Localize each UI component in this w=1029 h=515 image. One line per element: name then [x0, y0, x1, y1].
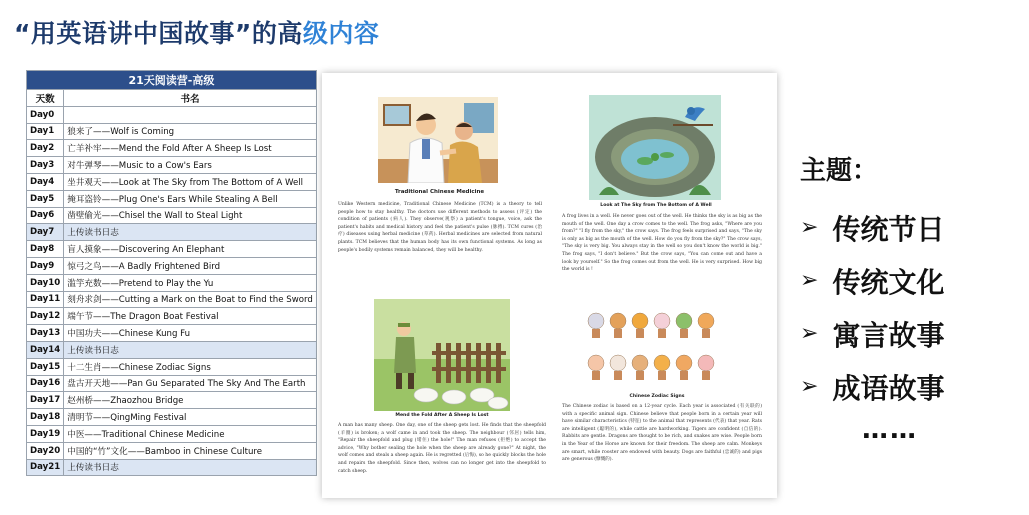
table-row [27, 308, 317, 325]
book-cell: 惊弓之鸟——A Badly Frightened Bird [64, 257, 317, 274]
table-caption: 21天阅读营-高级 [27, 71, 317, 90]
frog-paragraph: A frog lives in a well. He never goes out of the well. He thinks the sky is as big as the mouth of the well. One day a crow comes to the well. The frog asks, "Where are you from?" "I fly from the sky," the crow says. The frog feels surprised and says, "The sky is only as big as the mouth of the well. How do you fly from the sky?" The crow says, "The sky is very big. You always stay in the well so you don't know the world is big." The frog says, "I don't believe." But the crow says, "You can come out and have a look by yourself." So the frog comes out from the well. He is very surprised. How big the world is ! [562, 214, 762, 273]
book-cell: 十二生肖——Chinese Zodiac Signs [64, 358, 317, 375]
book-cell: 清明节——QingMing Festival [64, 409, 317, 426]
table-row [27, 106, 317, 123]
title-main: “用英语讲中国故事”的高 [14, 19, 303, 48]
table-row [27, 224, 317, 241]
reading-schedule-table [26, 70, 317, 476]
table-row [27, 123, 317, 140]
table-row [27, 341, 317, 358]
table-row [27, 274, 317, 291]
table-row [27, 425, 317, 442]
topic-label: 传统文化 [832, 265, 945, 299]
table-row [27, 409, 317, 426]
tcm-illustration [378, 97, 498, 183]
book-cell: 滥竽充数——Pretend to Play the Yu [64, 274, 317, 291]
table-row [27, 140, 317, 157]
day-cell: Day5 [27, 190, 64, 207]
day-cell: Day0 [27, 106, 64, 123]
day-cell: Day19 [27, 425, 64, 442]
day-cell: Day12 [27, 308, 64, 325]
book-cell: 凿壁偷光——Chisel the Wall to Steal Light [64, 207, 317, 224]
book-cell: 坐井观天——Look at The Sky from The Bottom of A Well [64, 173, 317, 190]
day-cell: Day2 [27, 140, 64, 157]
arrow-icon: ➢ [800, 321, 819, 346]
book-cell: 端午节——The Dragon Boat Festival [64, 308, 317, 325]
topics-heading: 主题： [800, 156, 879, 186]
day-cell: Day8 [27, 241, 64, 258]
book-cell: 中国的“竹”文化——Bamboo in Chinese Culture [64, 442, 317, 459]
page-title [14, 14, 379, 50]
topic-item [800, 307, 944, 360]
book-cell: 上传读书日志 [64, 459, 317, 476]
topic-item [800, 201, 944, 254]
day-cell: Day3 [27, 157, 64, 174]
topic-label: 传统节日 [832, 212, 945, 246]
table-row [27, 358, 317, 375]
topics-ellipsis: …… [862, 415, 918, 445]
title-highlight: 级内容 [302, 19, 380, 48]
day-cell: Day14 [27, 341, 64, 358]
day-cell: Day15 [27, 358, 64, 375]
day-cell: Day1 [27, 123, 64, 140]
table-row [27, 442, 317, 459]
sheepfold-illustration [374, 299, 510, 411]
day-cell: Day10 [27, 274, 64, 291]
sheepfold-paragraph: A man has many sheep. One day, one of the sheep gets lost. He finds that the sheepfold (羊圈) is broken; a wolf came in and took the sheep. The neighbour (邻居) tells him, "Repair the sheepfold and plug (堵住) the hole!" The man refuses (拒绝) to accept the advice, "Why bother sealing the hole when the sheep are already gone?" At night, the wolf comes and steals a sheep again. He is regretted (后悔), so he quickly blocks the hole and repairs the sheepfold. Since then, wolves can no longer get into the sheepfold to catch sheep. [338, 423, 546, 474]
topic-item [800, 254, 944, 307]
day-cell: Day17 [27, 392, 64, 409]
book-cell: 对牛弹琴——Music to a Cow's Ears [64, 157, 317, 174]
book-cell: 中国功夫——Chinese Kung Fu [64, 325, 317, 342]
book-cell: 中医——Traditional Chinese Medicine [64, 425, 317, 442]
header-day: 天数 [27, 90, 64, 107]
table-row [27, 257, 317, 274]
table-header-row [27, 90, 317, 107]
day-cell: Day18 [27, 409, 64, 426]
arrow-icon: ➢ [800, 215, 819, 240]
table-row [27, 241, 317, 258]
table-row [27, 375, 317, 392]
day-cell: Day11 [27, 291, 64, 308]
day-cell: Day13 [27, 325, 64, 342]
book-cell: 上传读书日志 [64, 224, 317, 241]
topic-label: 成语故事 [832, 371, 945, 405]
day-cell: Day7 [27, 224, 64, 241]
zodiac-caption: Chinese Zodiac Signs [629, 394, 685, 399]
book-cell: 亡羊补牢——Mend the Fold After A Sheep Is Lost [64, 140, 317, 157]
book-cell: 盲人摸象——Discovering An Elephant [64, 241, 317, 258]
document-page [322, 73, 777, 498]
frog-well-illustration [589, 95, 721, 200]
day-cell: Day4 [27, 173, 64, 190]
book-cell: 狼来了——Wolf is Coming [64, 123, 317, 140]
book-cell: 上传读书日志 [64, 341, 317, 358]
table-row [27, 173, 317, 190]
day-cell: Day21 [27, 459, 64, 476]
table-row [27, 459, 317, 476]
table-row [27, 325, 317, 342]
topic-label: 寓言故事 [832, 318, 945, 352]
arrow-icon: ➢ [800, 374, 819, 399]
book-cell: 盘古开天地——Pan Gu Separated The Sky And The Earth [64, 375, 317, 392]
day-cell: Day6 [27, 207, 64, 224]
header-book: 书名 [64, 90, 317, 107]
frog-caption: Look at The Sky from The Bottom of A Well [600, 203, 712, 208]
table-row [27, 190, 317, 207]
tcm-paragraph: Unlike Western medicine, Traditional Chinese Medicine (TCM) is a theory to tell people how to stay healthy. The doctors use different methods to assess (评定) the condition of patients (病人). They observe(观察) a patient's tongue, voice, ask the patient's habits and medical history and feel the patient's pulse (脉搏). TCM cures (治疗) diseases using herbal medicine (草药). Herbal medicines are selected from natural plants. TCM believes that the human body has its own functional systems. As long as people's bodily systems remain balanced, they will be healthy. [338, 202, 542, 253]
book-cell: 赵州桥——Zhaozhou Bridge [64, 392, 317, 409]
zodiac-illustration [586, 305, 726, 385]
table-row [27, 392, 317, 409]
zodiac-paragraph: The Chinese zodiac is based on a 12-year cycle. Each year is associated (有关联的) with a specific animal sign. Chinese believe that people born in a certain year will have similar characteristics (特征) to the animal that represents (代表) that year. Rats are intelligent (聪明的), while cattle are hardworking. Tigers are confident (自信的). Rabbits are gentle. Dragons are thought to be rich, and snakes are wise. People born in the Year of the Horse are known for their freedom. The sheep are calm. Monkeys are smart, while rooster are endowed with beauty. Dogs are faithful (忠诚的) and pigs are generous (慷慨的). [562, 404, 762, 463]
table-body [27, 106, 317, 476]
table-caption-row [27, 71, 317, 90]
table-row [27, 291, 317, 308]
topics-panel [800, 150, 944, 445]
day-cell: Day20 [27, 442, 64, 459]
book-cell [64, 106, 317, 123]
book-cell: 刻舟求剑——Cutting a Mark on the Boat to Find the Sword [64, 291, 317, 308]
sheepfold-caption: Mend the Fold After A Sheep Is Lost [395, 413, 489, 418]
book-cell: 掩耳盗铃——Plug One's Ears While Stealing A Bell [64, 190, 317, 207]
arrow-icon: ➢ [800, 268, 819, 293]
topic-item [800, 360, 944, 413]
day-cell: Day16 [27, 375, 64, 392]
tcm-caption: Traditional Chinese Medicine [394, 189, 485, 195]
table-row [27, 207, 317, 224]
day-cell: Day9 [27, 257, 64, 274]
table-row [27, 157, 317, 174]
